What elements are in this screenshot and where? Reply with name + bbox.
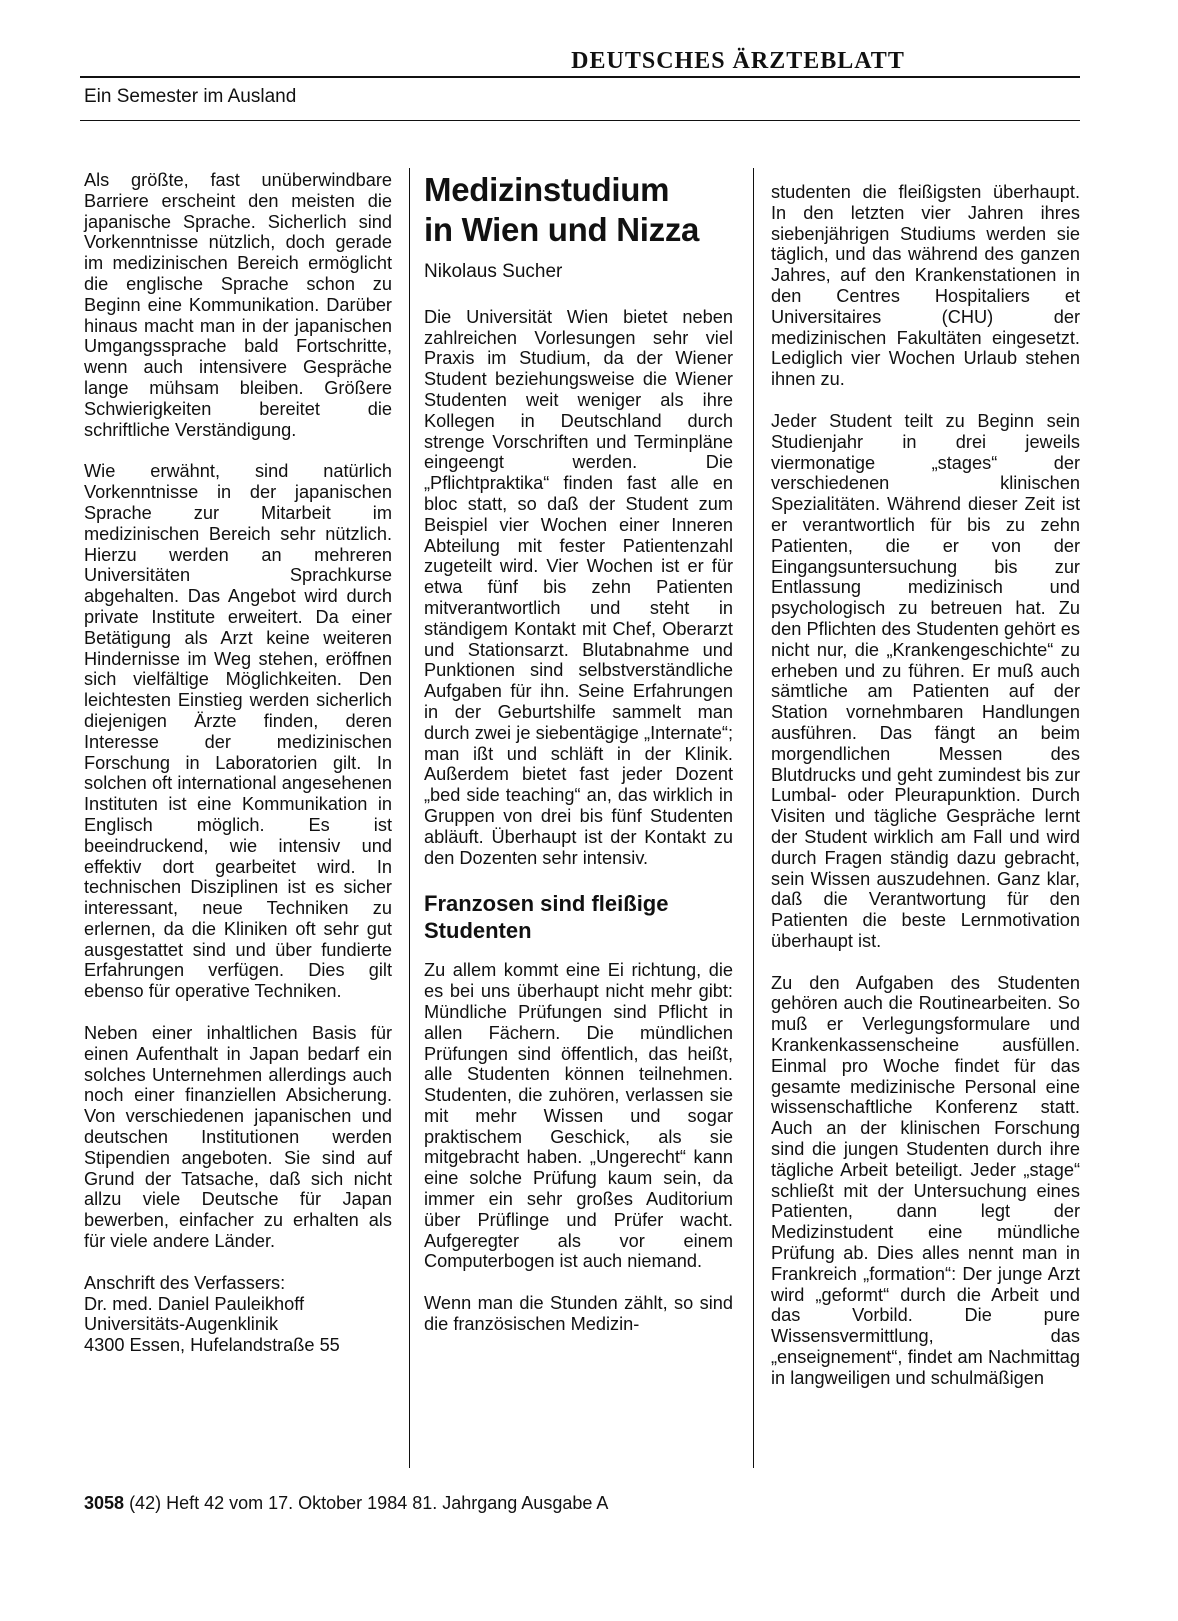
column-divider [753,168,754,1468]
author-address-institution: Universitäts-Augenklinik [84,1314,279,1335]
paragraph: Zu den Aufgaben des Studenten gehören auch die Routinearbeiten. So muß er Verlegungsformulare und Krankenkassenscheine ausfüllen. Einmal pro Woche findet für das gesamte medizinische Personal eine wissenschaftliche Konferenz statt. Auch an der klinischen Forschung sind die jungen Studenten durch ihre tägliche Arbeit beteiligt. Jeder „stage“ schließt mit der Untersuchung eines Patienten, dann legt der Medizinstudent eine mündliche Prüfung ab. Dies alles nennt man in Frankreich „formation“: Der junge Arzt wird „geformt“ durch die Arbeit und das Vorbild. Die pure Wissensvermittlung, das „enseignement“, findet am Nachmittag in langweiligen und schulmäßigen [771,972,1080,1388]
paragraph: Als größte, fast unüberwindbare Barriere erscheint den meisten die japanische Sprache. Sicherlich sind Vorkenntnisse nützlich, doch gerade im medizinischen Bereich ermöglicht die englische Sprache schon zu Beginn eine Kommunikation. Darüber hinaus macht man in der japanischen Umgangssprache bald Fortschritte, wenn auch intensivere Gespräche lange mühsam bleiben. Größere Schwierigkeiten bereitet die schriftliche Verständigung. [84,170,392,440]
paragraph: Jeder Student teilt zu Beginn sein Studienjahr in drei jeweils viermonatige „stages“ der verschiedenen klinischen Spezialitäten. Während dieser Zeit ist er verantwortlich für bis zu zehn Patienten, die er von der Eingangsuntersuchung bis zur Entlassung medizinisch und psychologisch zu betreuen hat. Zu den Pflichten des Studenten gehört es nicht nur, die „Krankengeschichte“ zu erheben und zu führen. Er muß auch sämtliche am Patienten auf der Station vornehmbaren Handlungen ausführen. Das fängt an beim morgendlichen Messen des Blutdrucks und geht zumindest bis zur Lumbal- oder Pleurapunktion. Durch Visiten und tägliche Gespräche lernt der Student wirklich am Fall und wird durch Fragen ständig dazu gebracht, sein Wissen auszudehnen. Ganz klar, daß die Verantwortung für den Patienten die beste Lernmotivation überhaupt ist. [771,410,1080,951]
title-line-2: in Wien und Nizza [424,211,700,248]
column-2 [424,170,733,1335]
issue-info: (42) Heft 42 vom 17. Oktober 1984 81. Jahrgang Ausgabe A [129,1493,609,1513]
paragraph: Neben einer inhaltlichen Basis für einen Aufenthalt in Japan bedarf ein solches Unternehmen allerdings auch noch einer finanziellen Absicherung. Von verschiedenen japanischen und deutschen Institutionen werden Stipendien angeboten. Sie sind auf Grund der Tatsache, daß sich nicht allzu viele Deutsche für Japan bewerben, einfacher zu erhalten als für viele andere Länder. [84,1023,392,1252]
paragraph: Wie erwähnt, sind natürlich Vorkenntnisse in der japanischen Sprache zur Mitarbeit im medizinischen Bereich sehr nützlich. Hierzu werden an mehreren Universitäten Sprachkurse abgehalten. Das Angebot wird durch private Institute erweitert. Da einer Betätigung als Arzt keine weiteren Hindernisse im Weg stehen, eröffnen sich vielfältige Möglichkeiten. Den leichtesten Einstieg werden sicherlich diejenigen Ärzte finden, deren Interesse der medizinischen Forschung in Laboratorien gilt. In solchen oft international angesehenen Instituten ist eine Kommunikation in Englisch möglich. Es ist beeindruckend, wie intensiv und effektiv dort gearbeitet wird. In technischen Disziplinen ist es sicher interessant, neue Techniken zu erlernen, da die Kliniken oft sehr gut ausgestattet sind und über fundierte Erfahrungen verfügen. Dies gilt ebenso für operative Techniken. [84,461,392,1002]
author-address-name: Dr. med. Daniel Pauleikhoff [84,1293,305,1314]
article-title [424,170,733,250]
title-line-1: Medizinstudium [424,171,670,208]
page-footer [84,1493,608,1514]
paragraph: Wenn man die Stunden zählt, so sind die französischen Medizin- [424,1293,733,1335]
paragraph: studenten die fleißigsten überhaupt. In den letzten vier Jahren ihres siebenjährigen Studiums werden sie täglich, und das während des ganzen Jahres, auf den Krankenstationen in den Centres Hospitaliers et Universitaires (CHU) der medizinischen Fakultäten eingesetzt. Lediglich vier Wochen Urlaub stehen ihnen zu. [771,182,1080,390]
column-divider [409,168,410,1468]
journal-masthead: DEUTSCHES ÄRZTEBLATT [571,48,905,74]
author-address-street: 4300 Essen, Hufelandstraße 55 [84,1335,340,1356]
column-1 [84,170,392,1356]
paragraph: Zu allem kommt eine Ei richtung, die es bei uns überhaupt nicht mehr gibt: Mündliche Prüfungen sind Pflicht in allen Fächern. Die mündlichen Prüfungen sind öffentlich, das heißt, alle Studenten können teilnehmen. Studenten, die zuhören, verlassen sie mit mehr Wissen und sogar praktischem Geschick, als sie mitgebracht haben. „Ungerecht“ kann eine solche Prüfung kaum sein, da immer ein sehr großes Auditorium über Prüflinge und Prüfer wacht. Aufgeregter als vor einem Computerbogen ist auch niemand. [424,960,733,1272]
column-3 [771,182,1080,1389]
header-rule [80,76,1080,78]
section-rule [80,120,1080,121]
author-address-label: Anschrift des Verfassers: [84,1272,286,1293]
page-number: 3058 [84,1493,125,1513]
subheading: Franzosen sind fleißige Studenten [424,891,669,944]
paragraph: Die Universität Wien bietet neben zahlreichen Vorlesungen sehr viel Praxis im Studium, da der Wiener Student beziehungsweise die Wiener Studenten weit weniger als ihre Kollegen in Deutschland durch strenge Vorschriften und Terminpläne eingeengt werden. Die „Pflichtpraktika“ finden fast alle en bloc statt, so daß der Student zum Beispiel vier Wochen einer Inneren Abteilung mit fester Patientenzahl zugeteilt wird. Vier Wochen ist er für etwa fünf bis zehn Patienten mitverantwortlich und steht in ständigem Kontakt mit Chef, Oberarzt und Stationsarzt. Blutabnahme und Punktionen sind selbstverständliche Aufgaben für ihn. Seine Erfahrungen in der Geburtshilfe sammelt man durch zwei je siebentägige „Internate“; man ißt und schläft in der Klinik. Außerdem bietet fast jeder Dozent „bed side teaching“ an, das wirklich in Gruppen von drei bis fünf Studenten abläuft. Überhaupt ist der Kontakt zu den Dozenten sehr intensiv. [424,306,733,868]
article-author: Nikolaus Sucher [424,261,563,282]
section-title: Ein Semester im Ausland [84,86,297,107]
